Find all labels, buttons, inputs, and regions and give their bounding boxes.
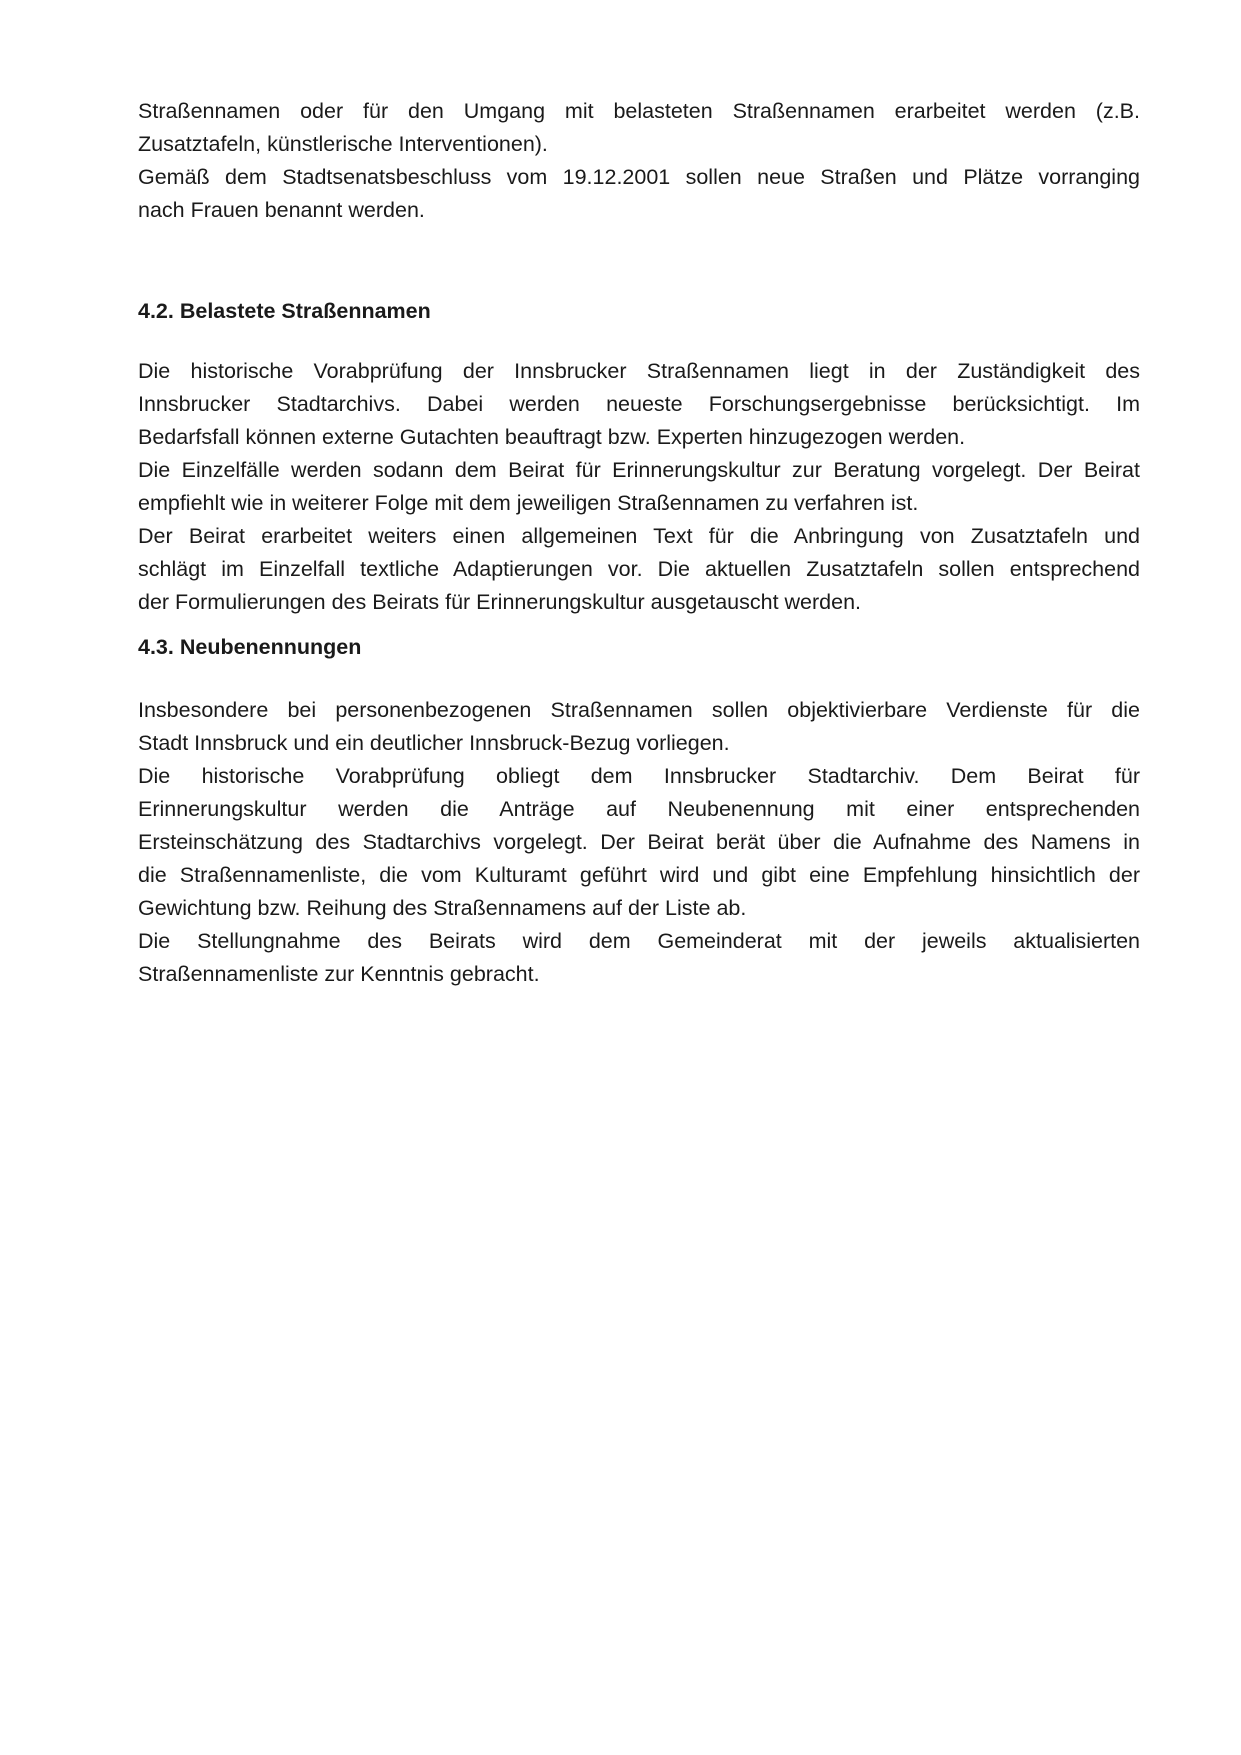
section-4-2-paragraph — [138, 355, 1140, 619]
text-line: Straßennamenliste zur Kenntnis gebracht. — [138, 962, 540, 986]
text-line: Der Beirat erarbeitet weiters einen allgemeinen Text für die Anbringung von Zusatztafeln und — [138, 524, 1140, 548]
text-line: Straßennamen oder für den Umgang mit belasteten Straßennamen erarbeitet werden (z.B. — [138, 99, 1140, 123]
text-line: Stadt Innsbruck und ein deutlicher Innsbruck-Bezug vorliegen. — [138, 731, 730, 755]
section-heading-4-3: 4.3. Neubenennungen — [138, 635, 362, 659]
text-line: Bedarfsfall können externe Gutachten beauftragt bzw. Experten hinzugezogen werden. — [138, 425, 966, 449]
text-line: Die Einzelfälle werden sodann dem Beirat für Erinnerungskultur zur Beratung vorgelegt. Der Beirat — [138, 458, 1140, 482]
text-line: Zusatztafeln, künstlerische Interventionen). — [138, 132, 548, 156]
text-line: Gemäß dem Stadtsenatsbeschluss vom 19.12.2001 sollen neue Straßen und Plätze vorranging — [138, 165, 1140, 189]
section-heading-4-2: 4.2. Belastete Straßennamen — [138, 299, 431, 323]
text-line: schlägt im Einzelfall textliche Adaptierungen vor. Die aktuellen Zusatztafeln sollen entsprechend — [138, 557, 1140, 581]
text-line: Die historische Vorabprüfung obliegt dem Innsbrucker Stadtarchiv. Dem Beirat für — [138, 764, 1140, 788]
text-line: empfiehlt wie in weiterer Folge mit dem jeweiligen Straßennamen zu verfahren ist. — [138, 491, 919, 515]
text-line: der Formulierungen des Beirats für Erinnerungskultur ausgetauscht werden. — [138, 590, 862, 614]
text-line: Gewichtung bzw. Reihung des Straßennamens auf der Liste ab. — [138, 896, 747, 920]
text-line: Die Stellungnahme des Beirats wird dem Gemeinderat mit der jeweils aktualisierten — [138, 929, 1140, 953]
text-line: Innsbrucker Stadtarchivs. Dabei werden neueste Forschungsergebnisse berücksichtigt. Im — [138, 392, 1140, 416]
text-line: Die historische Vorabprüfung der Innsbrucker Straßennamen liegt in der Zuständigkeit des — [138, 359, 1140, 383]
intro-paragraph — [138, 95, 1140, 227]
section-4-3-paragraph — [138, 694, 1140, 991]
text-line: Insbesondere bei personenbezogenen Straßennamen sollen objektivierbare Verdienste für die — [138, 698, 1140, 722]
text-line: nach Frauen benannt werden. — [138, 198, 425, 222]
text-line: die Straßennamenliste, die vom Kulturamt geführt wird und gibt eine Empfehlung hinsichtlich der — [138, 863, 1140, 887]
text-line: Ersteinschätzung des Stadtarchivs vorgelegt. Der Beirat berät über die Aufnahme des Namens in — [138, 830, 1140, 854]
text-line: Erinnerungskultur werden die Anträge auf Neubenennung mit einer entsprechenden — [138, 797, 1140, 821]
